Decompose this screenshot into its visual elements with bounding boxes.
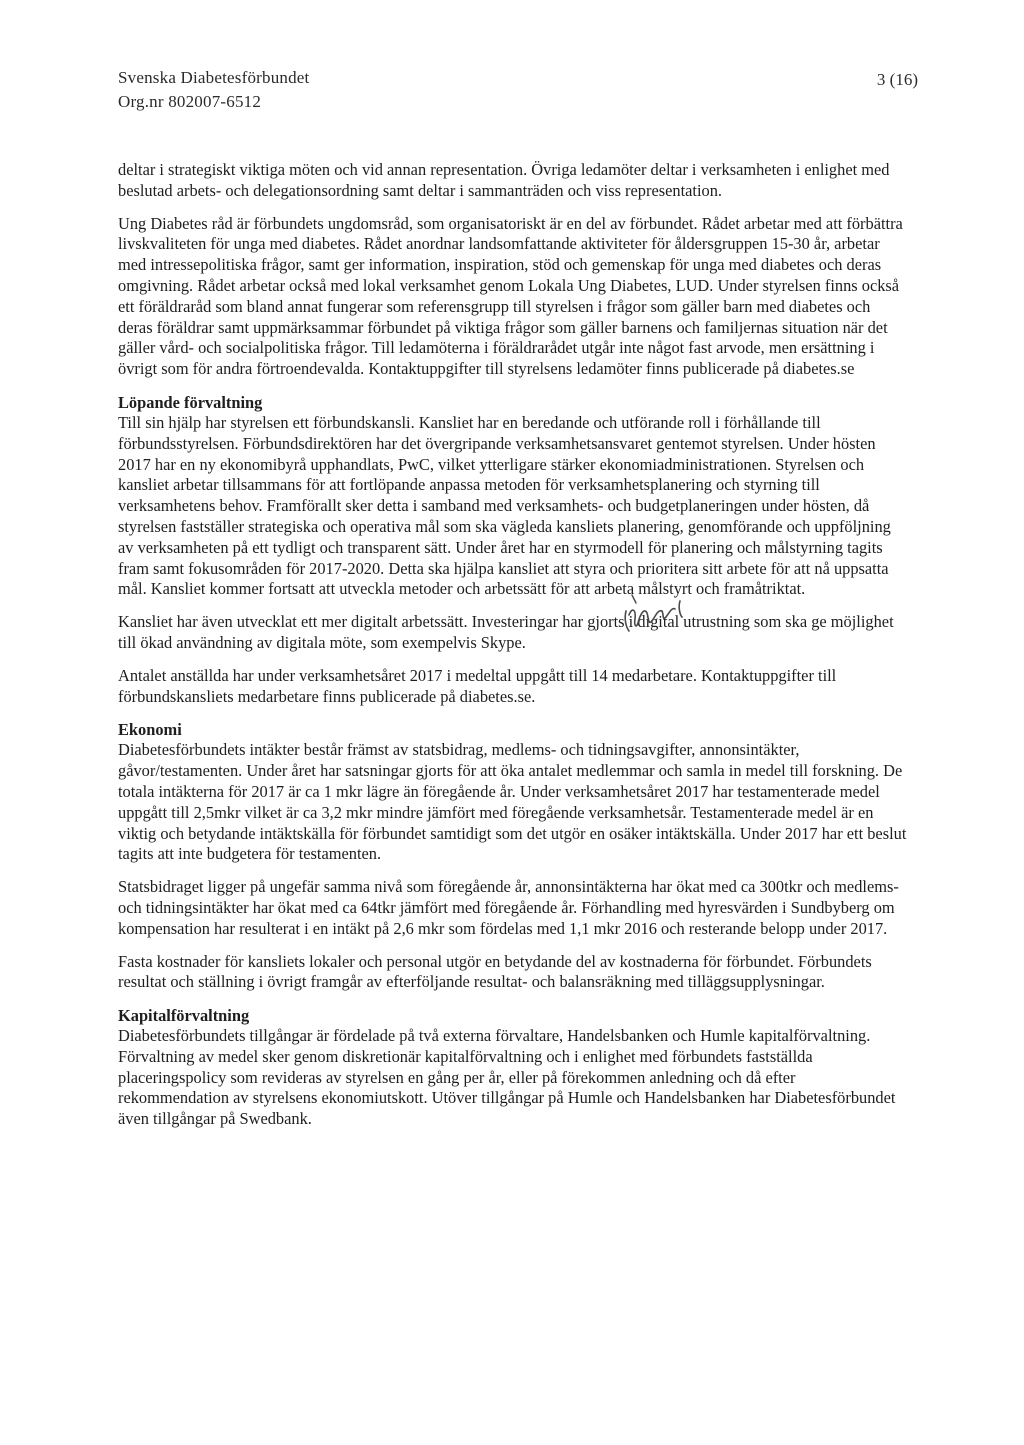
- section-paragraph: Till sin hjälp har styrelsen ett förbundskansli. Kansliet har en beredande och utförande roll i förhållande till förbundsstyrelsen. Förbundsdirektören har det övergripande verksamhetsansvaret gentemot styrelsen. Under hösten 2017 har en ny ekonomibyrå upphandlats, PwC, vilket ytterligare stärker ekonomiadministrationen. Styrelsen och kansliet arbetar tillsammans för att fortlöpande anpassa metoden för verksamhetsplanering och styrning till verksamhetens behov. Framförallt sker detta i samband med verksamhets- och budgetplaneringen under hösten, då styrelsen fastställer strategiska och operativa mål som ska vägleda kansliets planering, genomförande och uppföljning av verksamheten på ett tydligt och transparent sätt. Under året har en styrmodell för planering och målstyrning tagits fram samt fokusområden för 2017-2020. Detta ska hjälpa kansliet att styra och prioritera sitt arbete för att nå uppsatta mål. Kansliet kommer fortsatt att utveckla metoder och arbetssätt för att arbeta målstyrt och framåtriktat.: [118, 412, 891, 599]
- page-header: [118, 66, 918, 114]
- section-paragraph: Kansliet har även utvecklat ett mer digitalt arbetssätt. Investeringar har gjorts i digital utrustning som ska ge möjlighet till ökad användning av digitala möte, som exempelvis Skype.: [118, 612, 894, 652]
- section-paragraph: Diabetesförbundets intäkter består främst av statsbidrag, medlems- och tidningsavgifter, annonsintäkter, gåvor/testamenten. Under året har satsningar gjorts för att öka antalet medlemmar och samla in medel till forskning. De totala intäkterna för 2017 är ca 1 mkr lägre än föregående år. Under verksamhetsåret 2017 har testamenterade medel uppgått till 2,5mkr vilket är ca 3,2 mkr mindre jämfört med föregående verksamhetsår. Testamenterade medel är en viktig och betydande intäktskälla för förbundet samtidigt som det utgör en osäker intäktskälla. Under 2017 har ett beslut tagits att inte budgetera för testamenten.: [118, 740, 907, 864]
- handwritten-initials: [620, 585, 690, 635]
- section-heading: Ekonomi: [118, 720, 182, 740]
- organization-name: Svenska Diabetesförbundet: [118, 68, 310, 87]
- section-paragraph: Statsbidraget ligger på ungefär samma nivå som föregående år, annonsintäkterna har ökat med ca 300tkr och medlems- och tidningsintäkter har ökat med ca 64tkr jämfört med föregående år. Förhandling med hyresvärden i Sundbyberg om kompensation har resulterat i en intäkt på 2,6 mkr som fördelas med 1,1 mkr 2016 och resterande belopp under 2017.: [118, 877, 899, 938]
- section-heading: Löpande förvaltning: [118, 392, 263, 412]
- page-number: 3 (16): [876, 70, 918, 89]
- section-paragraph: Fasta kostnader för kansliets lokaler och personal utgör en betydande del av kostnaderna för förbundet. Förbundets resultat och ställning i övrigt framgår av efterföljande resultat- och balansräkning med tilläggsupplysningar.: [118, 951, 872, 992]
- ung-diabetes-paragraph: Ung Diabetes råd är förbundets ungdomsråd, som organisatoriskt är en del av förbundet. Rådet arbetar med att förbättra livskvaliteten för unga med diabetes. Rådet anordnar landsomfattande aktiviteter för åldersgruppen 15-30 år, arbetar med intressepolitiska frågor, samt ger information, inspiration, stöd och gemenskap för unga med diabetes och deras omgivning. Rådet arbetar också med lokal verksamhet genom Lokala Ung Diabetes, LUD. Under styrelsen finns också ett föräldraråd som bland annat fungerar som referensgrupp till styrelsen i frågor som gäller barn med diabetes och deras föräldrar samt uppmärksammar förbundet på viktiga frågor som gäller barnens och familjernas situation när det gäller vård- och socialpolitiska frågor. Till ledamöterna i föräldrarådet utgår inte något fast arvode, men ersättning i övrigt som för andra förtroendevalda. Kontaktuppgifter till styrelsens ledamöter finns publicerade på diabetes.se: [118, 213, 903, 379]
- section-lopande-forvaltning: [118, 392, 908, 707]
- section-kapitalforvaltning: [118, 1005, 908, 1130]
- intro-paragraph: deltar i strategiskt viktiga möten och vid annan representation. Övriga ledamöter deltar i verksamheten i enlighet med beslutad arbets- och delegationsordning samt deltar i sammanträden och viss representation.: [118, 160, 890, 200]
- section-paragraph: Antalet anställda har under verksamhetsåret 2017 i medeltal uppgått till 14 medarbetare. Kontaktuppgifter till förbundskansliets medarbetare finns publicerade på diabetes.se.: [118, 665, 837, 706]
- organization-number: Org.nr 802007-6512: [118, 92, 262, 111]
- section-heading: Kapitalförvaltning: [118, 1006, 250, 1026]
- section-ekonomi: [118, 719, 908, 993]
- document-body: [118, 160, 908, 1142]
- section-paragraph: Diabetesförbundets tillgångar är fördelade på två externa förvaltare, Handelsbanken och Humle kapitalförvaltning. Förvaltning av medel sker genom diskretionär kapitalförvaltning och i enlighet med förbundets fastställda placeringspolicy som revideras av styrelsen en gång per år, eller på förekommen anledning och då efter rekommendation av styrelsens ekonomiutskott. Utöver tillgångar på Humle och Handelsbanken har Diabetesförbundet även tillgångar på Swedbank.: [118, 1026, 896, 1129]
